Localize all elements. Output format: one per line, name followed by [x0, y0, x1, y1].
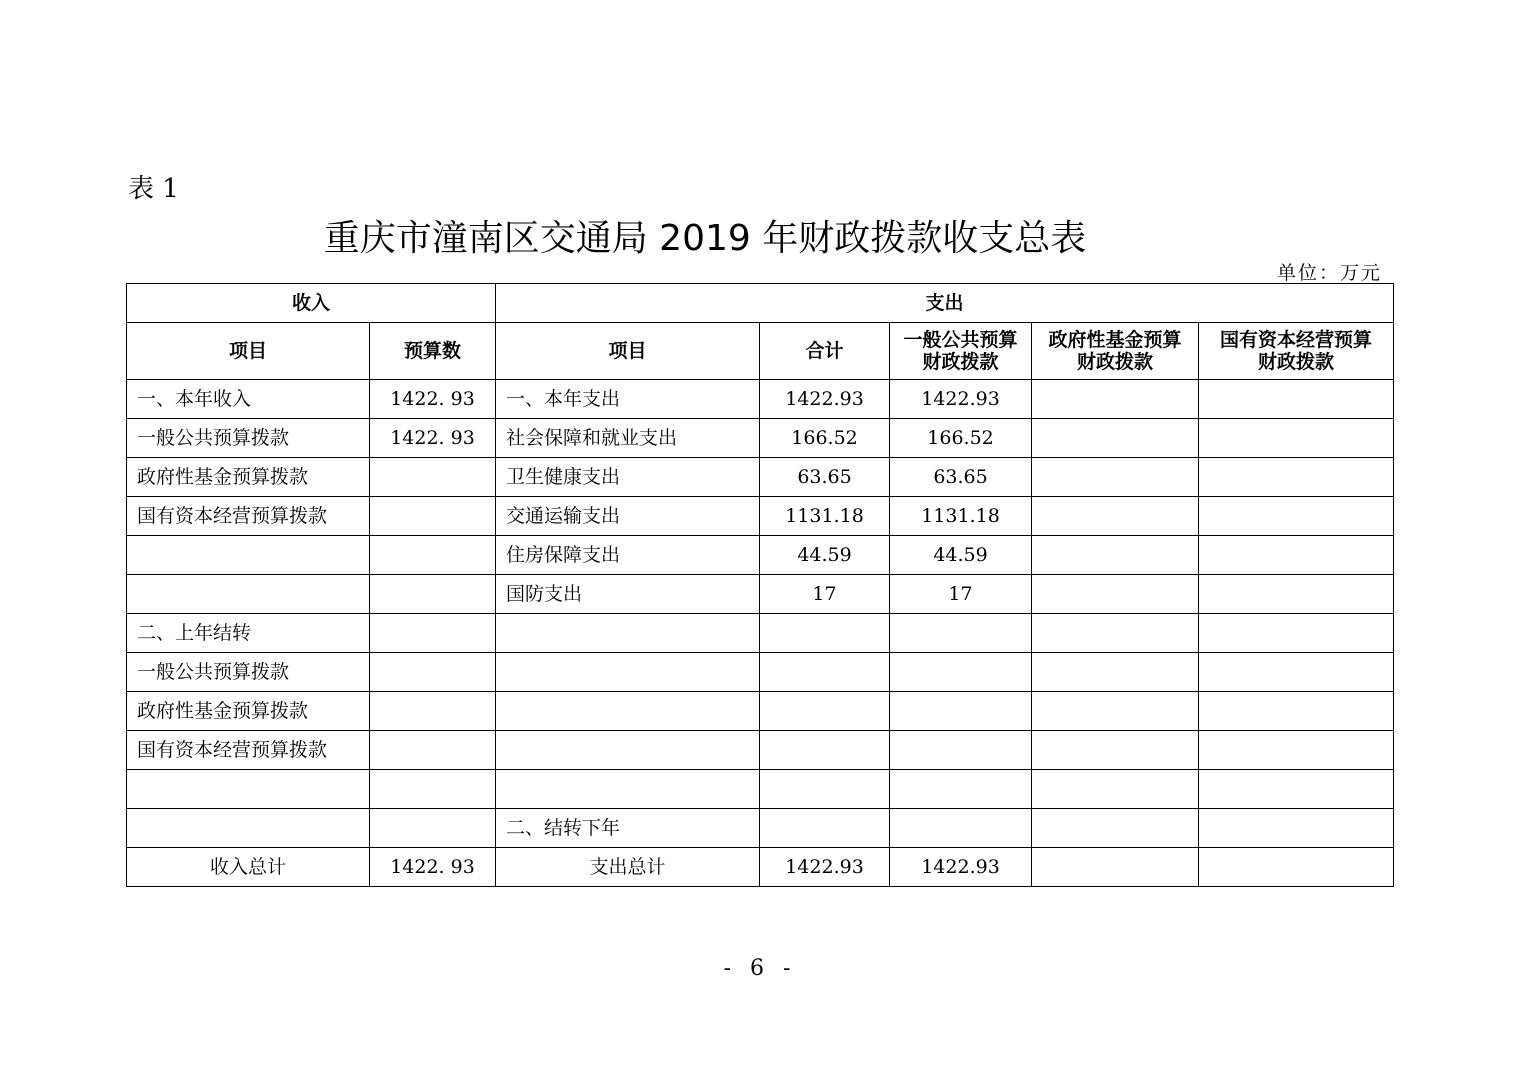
- expense-item-cell: 社会保障和就业支出: [496, 419, 760, 458]
- expense-item-cell: 一、本年支出: [496, 380, 760, 419]
- income-item-cell: 政府性基金预算拨款: [127, 692, 370, 731]
- income-budget-cell: 1422. 93: [370, 419, 496, 458]
- income-item-cell: 一般公共预算拨款: [127, 419, 370, 458]
- gov-fund-cell: [1032, 458, 1199, 497]
- income-item-cell: [127, 536, 370, 575]
- state-capital-cell: [1199, 419, 1394, 458]
- income-item-cell: 一、本年收入: [127, 380, 370, 419]
- col-header-expense-item: 项目: [496, 323, 760, 380]
- group-income-header: 收入: [127, 284, 496, 323]
- col-header-income-item: 项目: [127, 323, 370, 380]
- gov-fund-cell: [1032, 809, 1199, 848]
- totals-row: [127, 848, 1394, 887]
- table-row: [127, 614, 1394, 653]
- table-row: [127, 653, 1394, 692]
- col-header-general-public-line1: 一般公共预算: [903, 329, 1018, 351]
- page-title: 重庆市潼南区交通局 2019 年财政拨款收支总表: [323, 218, 1087, 259]
- income-total-label: 收入总计: [127, 848, 370, 887]
- budget-table: [126, 283, 1394, 887]
- table-row: [127, 692, 1394, 731]
- general-public-cell: 1422.93: [890, 380, 1032, 419]
- general-public-cell: 44.59: [890, 536, 1032, 575]
- page-number: - 6 -: [723, 956, 797, 981]
- table-row: [127, 458, 1394, 497]
- table-row: [127, 419, 1394, 458]
- group-expense-header: 支出: [496, 284, 1394, 323]
- income-item-cell: 二、上年结转: [127, 614, 370, 653]
- gov-fund-cell: [1032, 731, 1199, 770]
- table-label: 表 1: [128, 174, 179, 204]
- general-public-cell: 17: [890, 575, 1032, 614]
- income-budget-cell: [370, 770, 496, 809]
- state-capital-total: [1199, 848, 1394, 887]
- expense-item-cell: [496, 614, 760, 653]
- expense-item-cell: [496, 692, 760, 731]
- expense-total-label: 支出总计: [496, 848, 760, 887]
- income-budget-cell: [370, 458, 496, 497]
- expense-total-cell: 1422.93: [760, 380, 890, 419]
- gov-fund-cell: [1032, 380, 1199, 419]
- state-capital-cell: [1199, 575, 1394, 614]
- unit-label: 单位：万元: [1276, 262, 1382, 284]
- expense-total-cell: [760, 692, 890, 731]
- gov-fund-cell: [1032, 497, 1199, 536]
- table-row: [127, 497, 1394, 536]
- income-item-cell: 国有资本经营预算拨款: [127, 731, 370, 770]
- expense-total-cell: [760, 770, 890, 809]
- state-capital-cell: [1199, 692, 1394, 731]
- income-budget-cell: [370, 731, 496, 770]
- col-header-state-capital-line1: 国有资本经营预算: [1220, 329, 1373, 351]
- expense-item-cell: 交通运输支出: [496, 497, 760, 536]
- expense-total-value: 1422.93: [760, 848, 890, 887]
- income-budget-cell: [370, 497, 496, 536]
- expense-total-cell: [760, 809, 890, 848]
- income-item-cell: [127, 575, 370, 614]
- gov-fund-cell: [1032, 575, 1199, 614]
- table-row: [127, 731, 1394, 770]
- general-public-cell: [890, 809, 1032, 848]
- income-budget-cell: [370, 536, 496, 575]
- expense-item-cell: [496, 653, 760, 692]
- income-budget-cell: [370, 575, 496, 614]
- table-row: [127, 380, 1394, 419]
- expense-item-cell: 住房保障支出: [496, 536, 760, 575]
- expense-total-cell: 17: [760, 575, 890, 614]
- table-row: [127, 809, 1394, 848]
- expense-total-cell: 1131.18: [760, 497, 890, 536]
- col-header-expense-total: 合计: [760, 323, 890, 380]
- state-capital-cell: [1199, 809, 1394, 848]
- col-header-gov-fund: [1032, 323, 1199, 380]
- table-row: [127, 770, 1394, 809]
- income-item-cell: 国有资本经营预算拨款: [127, 497, 370, 536]
- gov-fund-total: [1032, 848, 1199, 887]
- income-item-cell: [127, 809, 370, 848]
- expense-item-cell: 国防支出: [496, 575, 760, 614]
- general-public-cell: [890, 653, 1032, 692]
- expense-total-cell: 63.65: [760, 458, 890, 497]
- expense-item-cell: 卫生健康支出: [496, 458, 760, 497]
- col-header-state-capital-line2: 财政拨款: [1258, 351, 1335, 373]
- income-budget-cell: 1422. 93: [370, 380, 496, 419]
- expense-item-cell: 二、结转下年: [496, 809, 760, 848]
- income-item-cell: [127, 770, 370, 809]
- column-header-row: [127, 323, 1394, 380]
- general-public-total: 1422.93: [890, 848, 1032, 887]
- income-item-cell: 一般公共预算拨款: [127, 653, 370, 692]
- table-row: [127, 575, 1394, 614]
- general-public-cell: [890, 731, 1032, 770]
- general-public-cell: 63.65: [890, 458, 1032, 497]
- expense-item-cell: [496, 770, 760, 809]
- gov-fund-cell: [1032, 419, 1199, 458]
- expense-total-cell: [760, 653, 890, 692]
- income-budget-cell: [370, 809, 496, 848]
- col-header-gov-fund-line2: 财政拨款: [1077, 351, 1154, 373]
- expense-total-cell: 166.52: [760, 419, 890, 458]
- general-public-cell: 1131.18: [890, 497, 1032, 536]
- income-budget-cell: [370, 614, 496, 653]
- general-public-cell: 166.52: [890, 419, 1032, 458]
- income-budget-cell: [370, 692, 496, 731]
- income-total-value: 1422. 93: [370, 848, 496, 887]
- state-capital-cell: [1199, 458, 1394, 497]
- general-public-cell: [890, 692, 1032, 731]
- gov-fund-cell: [1032, 770, 1199, 809]
- col-header-general-public: [890, 323, 1032, 380]
- gov-fund-cell: [1032, 653, 1199, 692]
- col-header-gov-fund-line1: 政府性基金预算: [1048, 329, 1182, 351]
- general-public-cell: [890, 614, 1032, 653]
- state-capital-cell: [1199, 731, 1394, 770]
- state-capital-cell: [1199, 770, 1394, 809]
- income-budget-cell: [370, 653, 496, 692]
- col-header-state-capital: [1199, 323, 1394, 380]
- income-item-cell: 政府性基金预算拨款: [127, 458, 370, 497]
- col-header-general-public-line2: 财政拨款: [922, 351, 999, 373]
- expense-total-cell: 44.59: [760, 536, 890, 575]
- state-capital-cell: [1199, 380, 1394, 419]
- gov-fund-cell: [1032, 614, 1199, 653]
- state-capital-cell: [1199, 536, 1394, 575]
- state-capital-cell: [1199, 614, 1394, 653]
- gov-fund-cell: [1032, 692, 1199, 731]
- general-public-cell: [890, 770, 1032, 809]
- table-row: [127, 536, 1394, 575]
- group-header-row: [127, 284, 1394, 323]
- expense-total-cell: [760, 731, 890, 770]
- expense-total-cell: [760, 614, 890, 653]
- state-capital-cell: [1199, 497, 1394, 536]
- state-capital-cell: [1199, 653, 1394, 692]
- expense-item-cell: [496, 731, 760, 770]
- col-header-income-budget: 预算数: [370, 323, 496, 380]
- gov-fund-cell: [1032, 536, 1199, 575]
